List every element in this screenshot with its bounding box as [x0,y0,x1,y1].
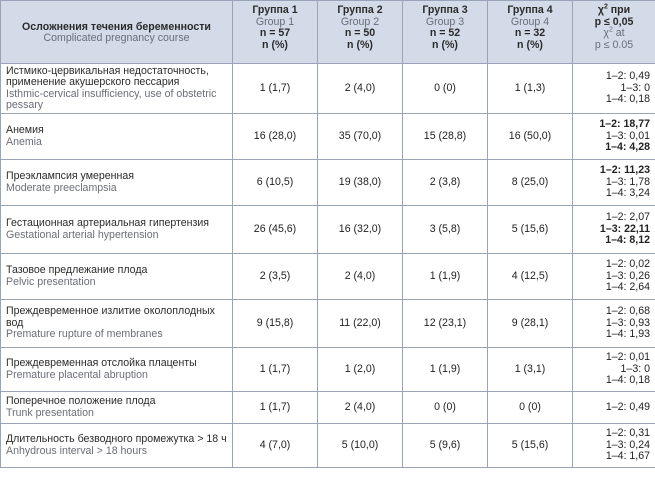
group-3-value: 1 (1,9) [403,254,488,300]
group-4-value: 0 (0) [488,392,573,424]
group-2-value: 5 (10,0) [318,424,403,468]
chi-square-comparison: 1–2: 0,01 [605,351,650,364]
chi-square-comparison: 1–2: 0,02 [605,258,650,271]
header-group-en: Group 1 [255,15,295,28]
header-group-ru: Группа 2 [337,4,383,16]
header-complications [1,1,233,64]
complication-en: Anhydrous interval > 18 hours [6,444,148,457]
group-4-value: 1 (1,3) [488,64,573,114]
header-group-n: n = 52 [429,27,461,39]
complication-ru: Гестационная артериальная гипертензия [6,217,210,229]
chi-square-comparison: 1–4: 1,93 [605,328,650,341]
complication-label [1,114,233,160]
group-1-value: 16 (28,0) [233,114,318,160]
chi-square-values [573,254,655,300]
complication-ru: Тазовое предлежание плода [6,264,148,276]
complication-label [1,254,233,300]
chi-square-comparison: 1–2: 0,31 [605,427,650,440]
complication-ru: Анемия [6,124,44,136]
group-4-value: 4 (12,5) [488,254,573,300]
complication-en: Moderate preeclampsia [6,181,117,194]
complication-label [1,64,233,114]
chi-square-comparison: 1–3: 0,93 [605,316,650,329]
header-group-unit: n (%) [517,38,543,51]
complication-en: Premature placental abruption [6,368,148,381]
chi-square-values [573,392,655,424]
group-1-value: 6 (10,5) [233,160,318,206]
chi-square-comparison: 1–2: 2,07 [605,211,650,224]
chi-square-comparison: 1–3: 0,24 [605,438,650,451]
group-2-value: 2 (4,0) [318,254,403,300]
header-group-unit: n (%) [432,38,458,51]
chi-square-comparison: 1–2: 11,23 [599,164,650,177]
group-4-value: 1 (3,1) [488,348,573,392]
group-3-value: 2 (3,8) [403,160,488,206]
group-3-value: 1 (1,9) [403,348,488,392]
chi-square-values [573,424,655,468]
chi-square-comparison: 1–3: 1,78 [605,175,650,188]
group-3-value: 15 (28,8) [403,114,488,160]
chi-square-comparison: 1–3: 0,01 [605,129,650,142]
table-row [1,392,655,424]
group-2-value: 11 (22,0) [318,300,403,348]
complication-ru: Преждевременное излитие околоплодных вод [6,305,215,329]
complication-label [1,206,233,254]
header-complications-en: Complicated pregnancy course [43,32,190,44]
chi-square-comparison: 1–2: 0,68 [605,305,650,318]
header-group-ru: Группа 1 [252,4,298,16]
header-group-n: n = 50 [344,27,376,39]
chi-square-values [573,206,655,254]
group-3-value: 3 (5,8) [403,206,488,254]
table-row [1,254,655,300]
header-group-unit: n (%) [262,38,288,51]
group-2-value: 2 (4,0) [318,392,403,424]
group-1-value: 1 (1,7) [233,64,318,114]
header-group-n: n = 32 [514,27,546,39]
chi-square-comparison: 1–4: 0,18 [605,93,650,106]
header-chi-ru: $\chi^2$ при [597,3,631,16]
group-1-value: 1 (1,7) [233,392,318,424]
group-1-value: 9 (15,8) [233,300,318,348]
group-1-value: 2 (3,5) [233,254,318,300]
chi-square-values [573,348,655,392]
header-group-ru: Группа 4 [507,4,553,16]
chi-square-comparison: 1–2: 18,77 [599,118,650,131]
complication-en: Pelvic presentation [6,275,96,288]
group-4-value: 8 (25,0) [488,160,573,206]
chi-square-comparison: 1–3: 0 [620,362,650,375]
header-group-3 [403,1,488,64]
table-row [1,160,655,206]
header-chi-en-p: p ≤ 0.05 [594,38,634,51]
table-row [1,64,655,114]
table-row [1,206,655,254]
complication-en: Isthmic-cervical insufficiency, use of obstetric pessary [6,87,217,111]
complication-label [1,424,233,468]
complication-label [1,160,233,206]
complication-en: Gestational arterial hypertension [6,228,159,241]
group-3-value: 0 (0) [403,392,488,424]
complication-label [1,348,233,392]
chi-square-comparison: 1–3: 22,11 [599,222,650,235]
chi-square-comparison: 1–4: 3,24 [605,187,650,200]
chi-square-comparison: 1–4: 1,67 [605,450,650,463]
table-row [1,348,655,392]
group-4-value: 5 (15,6) [488,206,573,254]
header-chi-ru-p: p ≤ 0,05 [594,15,634,28]
header-group-en: Group 2 [340,15,380,28]
group-2-value: 35 (70,0) [318,114,403,160]
header-row [1,1,655,64]
complication-label [1,392,233,424]
header-group-2 [318,1,403,64]
chi-square-comparison: 1–3: 0,26 [605,269,650,282]
header-group-en: Group 4 [510,15,550,28]
complication-en: Anemia [6,135,42,148]
header-group-unit: n (%) [347,38,373,51]
header-group-ru: Группа 3 [422,4,468,16]
table-row [1,114,655,160]
header-complications-ru: Осложнения течения беременности [22,20,211,33]
header-chi-en: $\chi^2$ at [603,26,625,39]
group-4-value: 9 (28,1) [488,300,573,348]
group-2-value: 2 (4,0) [318,64,403,114]
table-row [1,424,655,468]
chi-square-values [573,114,655,160]
chi-square-comparison: 1–2: 0,49 [605,400,650,413]
complication-en: Premature rupture of membranes [6,328,163,341]
header-group-4 [488,1,573,64]
complication-ru: Истмико-цервикальная недостаточность, применение акушерского пессария [6,64,209,88]
group-2-value: 19 (38,0) [318,160,403,206]
complication-ru: Поперечное положение плода [6,395,156,407]
chi-square-values [573,160,655,206]
chi-square-values [573,300,655,348]
group-1-value: 4 (7,0) [233,424,318,468]
group-4-value: 16 (50,0) [488,114,573,160]
complication-ru: Преэклампсия умеренная [6,170,135,182]
group-2-value: 16 (32,0) [318,206,403,254]
chi-square-comparison: 1–4: 4,28 [605,141,650,154]
group-3-value: 12 (23,1) [403,300,488,348]
table-row [1,300,655,348]
group-1-value: 1 (1,7) [233,348,318,392]
header-group-n: n = 57 [259,27,291,39]
group-3-value: 5 (9,6) [403,424,488,468]
group-2-value: 1 (2,0) [318,348,403,392]
chi-square-comparison: 1–4: 2,64 [605,281,650,294]
group-4-value: 5 (15,6) [488,424,573,468]
complication-ru: Преждевременная отслойка плаценты [6,357,197,369]
group-1-value: 26 (45,6) [233,206,318,254]
header-chi-square [573,1,655,64]
complication-ru: Длительность безводного промежутка > 18 ч [6,433,227,445]
header-group-en: Group 3 [425,15,465,28]
chi-square-comparison: 1–3: 0 [620,81,650,94]
header-group-1 [233,1,318,64]
complication-en: Trunk presentation [6,406,94,419]
complication-label [1,300,233,348]
chi-square-comparison: 1–2: 0,49 [605,70,650,83]
chi-square-values [573,64,655,114]
chi-square-comparison: 1–4: 0,18 [605,374,650,387]
chi-square-comparison: 1–4: 8,12 [605,234,650,247]
group-3-value: 0 (0) [403,64,488,114]
